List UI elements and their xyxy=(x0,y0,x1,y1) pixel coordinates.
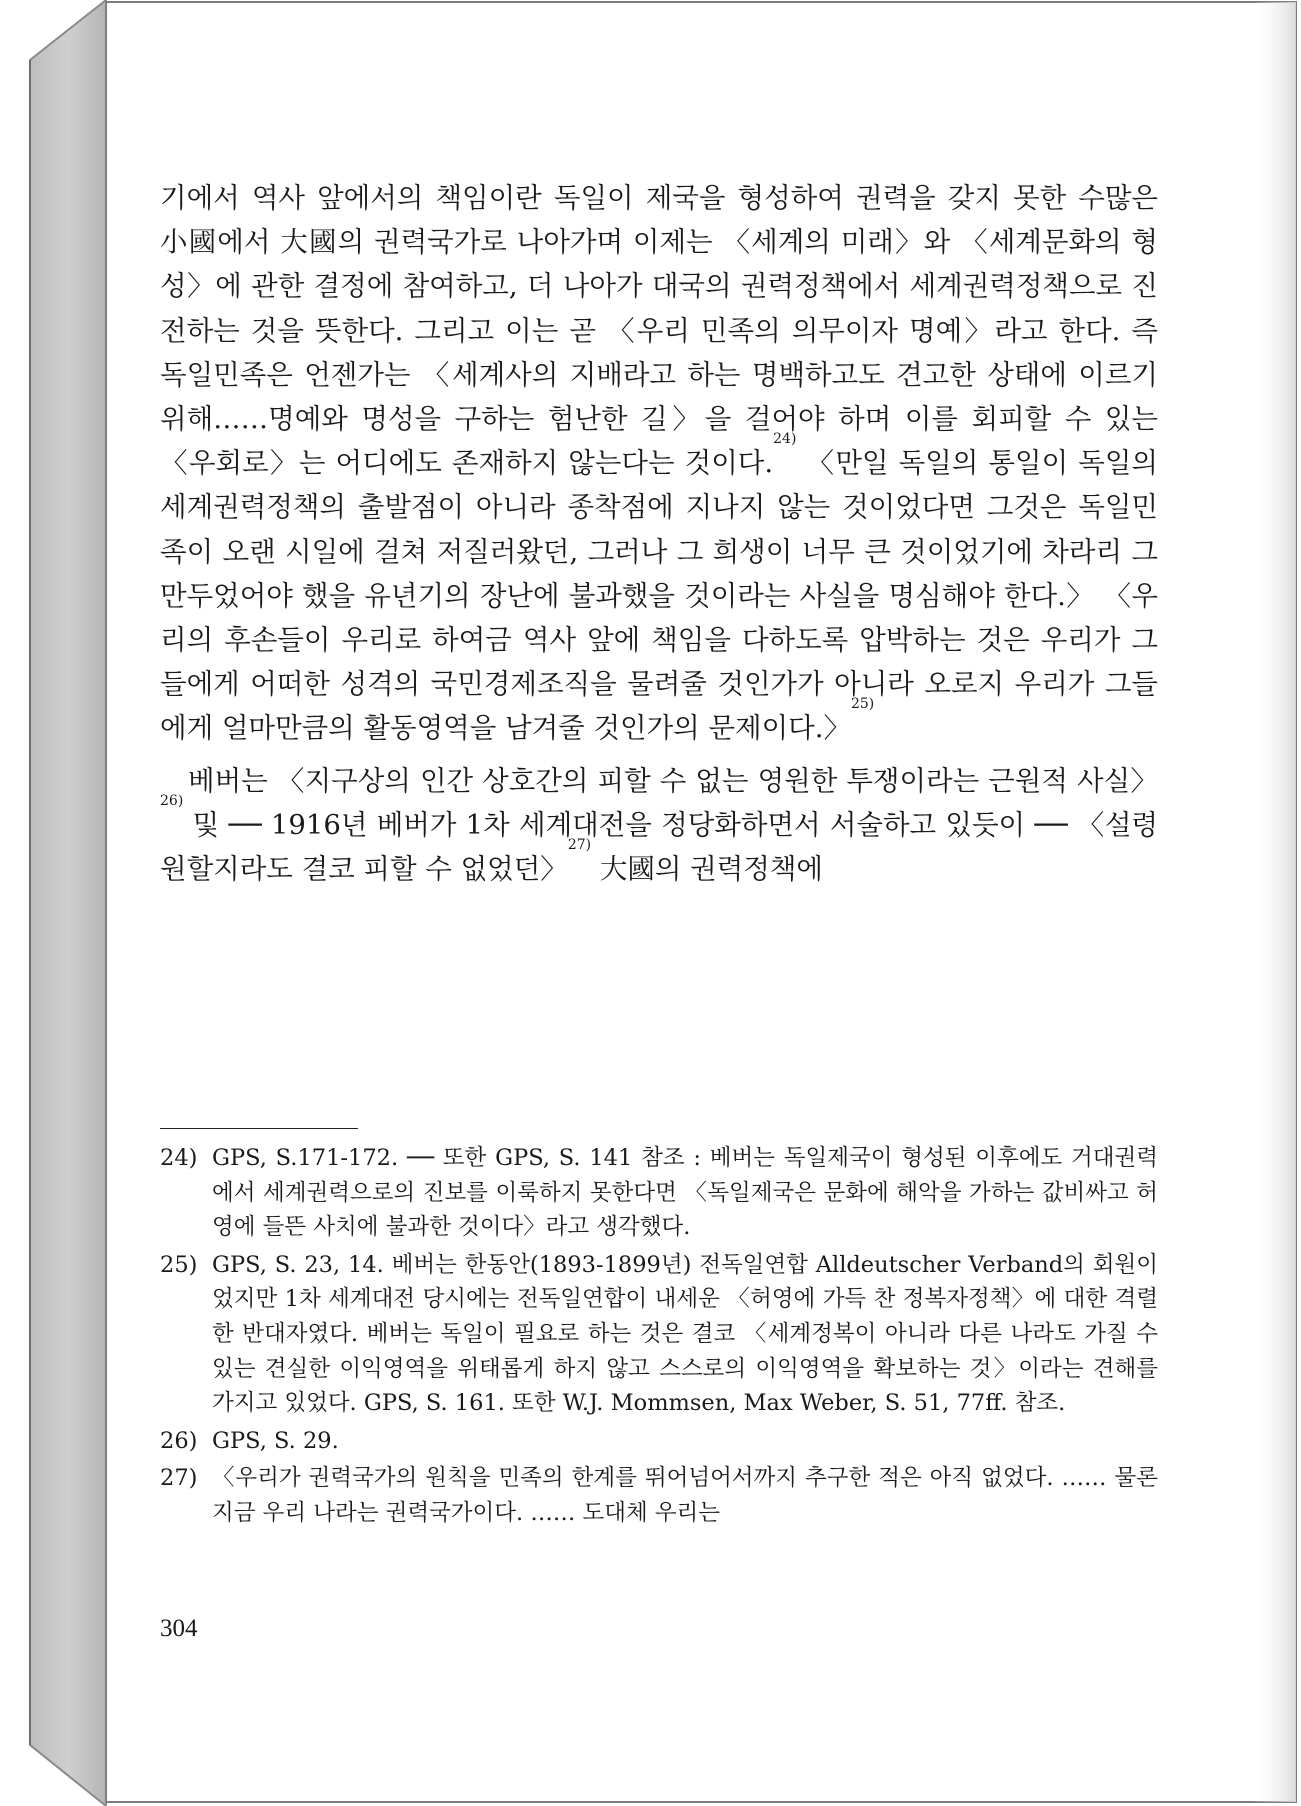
footnote-text: GPS, S. 23, 14. 베버는 한동안(1893-1899년) 전독일연합 Alldeutscher Verband의 회원이었지만 1차 세계대전 당시에는 전독일연합이 내세운 〈허영에 가득 찬 정복자정책〉에 대한 격렬한 반대자였다. 베버는 독일이 필요로 하는 것은 결코 〈세계정복이 아니라 다른 나라도 가질 수 있는 견실한 이익영역을 위태롭게 하지 않고 스스로의 이익영역을 확보하는 것〉이라는 견해를 가지고 있었다. GPS, S. 161. 또한 W.J. Mommsen, Max Weber, S. 51, 77ff. 참조. xyxy=(212,1251,1158,1417)
footnotes xyxy=(160,1141,1158,1534)
footnote-27 xyxy=(160,1461,1158,1530)
footnote-text: 〈우리가 권력국가의 원칙을 민족의 한계를 뛰어넘어서까지 추구한 적은 아직 없었다. …… 물론 지금 우리 나라는 권력국가이다. …… 도대체 우리는 xyxy=(212,1465,1158,1526)
footnote-number: 25) xyxy=(160,1251,198,1278)
body-paragraph-1: 기에서 역사 앞에서의 책임이란 독일이 제국을 형성하여 권력을 갖지 못한 수많은 小國에서 大國의 권력국가로 나아가며 이제는 〈세계의 미래〉와 〈세계문화의 형성〉에 관한 결정에 참여하고, 더 나아가 대국의 권력정책에서 세계권력정책으로 진전하는 것을 뜻한다. 그리고 이는 곧 〈우리 민족의 의무이자 명예〉라고 한다. 즉 독일민족은 언젠가는 〈세계사의 지배라고 하는 명백하고도 견고한 상태에 이르기 위해……명예와 명성을 구하는 험난한 길〉을 걸어야 하며 이를 회피할 수 있는 〈우회로〉는 어디에도 존재하지 않는다는 것이다.$^{24)}$ 〈만일 독일의 통일이 독일의 세계권력정책의 출발점이 아니라 종착점에 지나지 않는 것이었다면 그것은 독일민족이 오랜 시일에 걸쳐 저질러왔던, 그러나 그 희생이 너무 큰 것이었기에 차라리 그만두었어야 했을 유년기의 장난에 불과했을 것이라는 사실을 명심해야 한다.〉 〈우리의 후손들이 우리로 하여금 역사 앞에 책임을 다하도록 압박하는 것은 우리가 그들에게 어떠한 성격의 국민경제조직을 물려줄 것인가가 아니라 오로지 우리가 그들에게 얼마만큼의 활동영역을 남겨줄 것인가의 문제이다.〉$^{25)}$ xyxy=(160,182,1158,745)
footnote-number: 27) xyxy=(160,1465,198,1492)
page-number: 304 xyxy=(160,1615,198,1642)
body-paragraph-2: 베버는 〈지구상의 인간 상호간의 피할 수 없는 영원한 투쟁이라는 근원적 사실〉$^{26)}$ 및 ── 1916년 베버가 1차 세계대전을 정당화하면서 서술하고 있듯이 ── 〈설령 원할지라도 결코 피할 수 없었던〉$^{27)}$ 大國의 권력정책에 xyxy=(160,764,1158,886)
body-text xyxy=(160,176,1158,891)
footnote-text: GPS, S. 29. xyxy=(212,1427,339,1454)
footnote-25 xyxy=(160,1248,1158,1421)
footnote-ref-27: 27) xyxy=(567,837,592,854)
footnote-number: 24) xyxy=(160,1145,198,1171)
footnote-24 xyxy=(160,1141,1158,1245)
footnote-ref-24: 24) xyxy=(773,431,797,448)
footnote-ref-25: 25) xyxy=(850,696,875,713)
footnote-number: 26) xyxy=(160,1427,198,1454)
footnote-ref-26: 26) xyxy=(160,792,184,809)
book-spine-shape xyxy=(30,0,106,1806)
footnote-text: GPS, S.171-172. ── 또한 GPS, S. 141 참조 : 베버는 독일제국이 형성된 이후에도 거대권력에서 세계권력으로의 진보를 이룩하지 못한다면 〈독일제국은 문화에 해악을 가하는 값비싸고 허영에 들뜬 사치에 불과한 것이다〉라고 생각했다. xyxy=(212,1145,1158,1241)
footnote-26 xyxy=(160,1424,1158,1459)
footnote-divider xyxy=(160,1128,358,1129)
